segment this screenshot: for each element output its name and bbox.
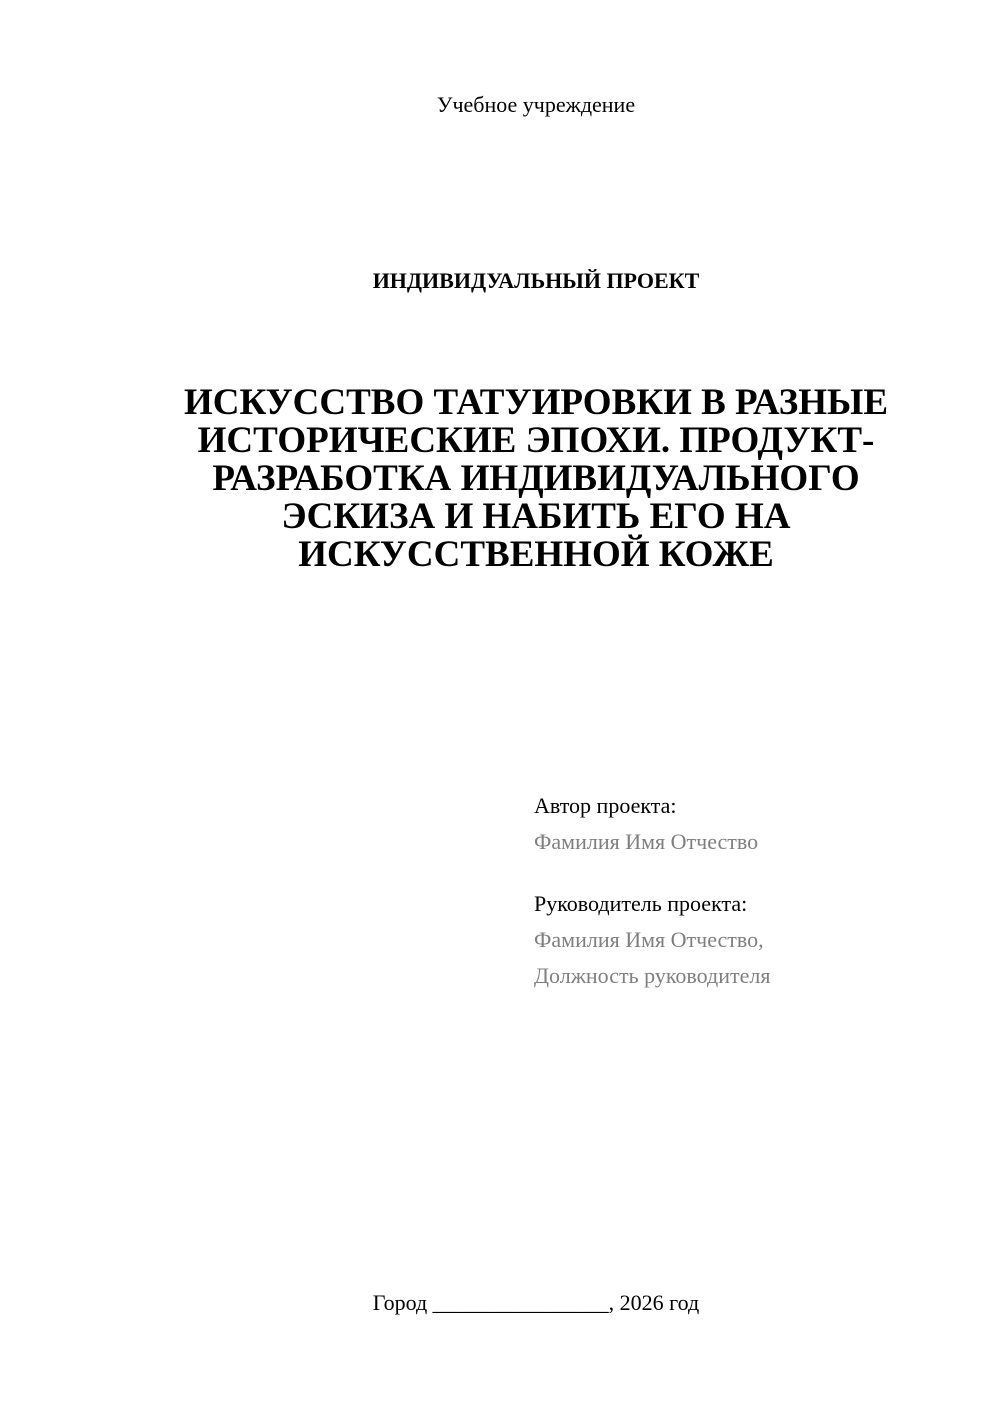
people-block [534,788,974,1020]
supervisor-block [534,886,974,994]
city-year-line: Город ________________, 2026 год [372,1290,700,1315]
supervisor-label: Руководитель проекта: [534,891,748,916]
author-name: Фамилия Имя Отчество [534,829,759,854]
title-line: ИСТОРИЧЕСКИЕ ЭПОХИ. ПРОДУКТ- [197,420,875,461]
author-block [534,788,974,860]
title-line: РАЗРАБОТКА ИНДИВИДУАЛЬНОГО [212,458,860,499]
institution-name: Учебное учреждение [436,92,636,117]
title-line: ИСКУССТВО ТАТУИРОВКИ В РАЗНЫЕ [183,382,889,423]
document-type: ИНДИВИДУАЛЬНЫЙ ПРОЕКТ [372,268,700,293]
title-line: ИСКУССТВЕННОЙ КОЖЕ [298,534,774,575]
author-label: Автор проекта: [534,793,677,818]
supervisor-name: Фамилия Имя Отчество, [534,927,764,952]
project-title [120,384,952,574]
title-line: ЭСКИЗА И НАБИТЬ ЕГО НА [281,496,791,537]
supervisor-position: Должность руководителя [534,963,771,988]
